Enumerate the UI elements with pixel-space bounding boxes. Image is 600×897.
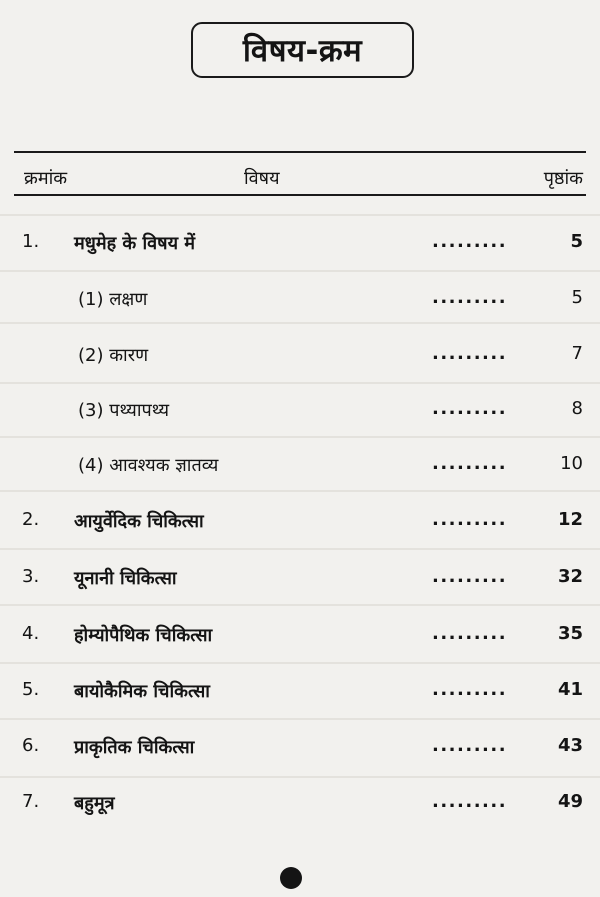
dot-leader: ......... [432,791,508,812]
dot-leader: ......... [432,509,508,530]
entry-title: बायोकैमिक चिकित्सा [74,681,210,702]
entry-page: 43 [557,735,583,756]
toc-entry[interactable] [0,287,600,317]
entry-page: 41 [557,679,583,700]
dot-leader: ......... [432,453,508,474]
dot-leader: ......... [432,231,508,252]
dot-leader: ......... [432,679,508,700]
entry-page: 5 [570,231,583,252]
dot-leader: ......... [432,343,508,364]
entry-number: 2. [22,509,40,530]
entry-title: यूनानी चिकित्सा [74,568,177,589]
entry-page: 8 [571,398,583,419]
dot-leader: ......... [432,623,508,644]
dot-leader: ......... [432,735,508,756]
entry-page: 12 [557,509,583,530]
entry-title: (3) पथ्यापथ्य [78,400,170,421]
toc-entry[interactable] [0,343,600,373]
dot-leader: ......... [432,398,508,419]
entry-number: 5. [22,679,40,700]
entry-number: 7. [22,791,40,812]
header-top-rule [14,151,586,153]
toc-entry[interactable] [0,566,600,596]
entry-title: बहुमूत्र [74,793,115,814]
header-subject: विषय [244,168,280,189]
header-serial: क्रमांक [24,168,68,189]
entry-title: होम्योपैथिक चिकित्सा [74,625,213,646]
bullet-ornament [280,867,302,889]
toc-entry[interactable] [0,509,600,539]
entry-number: 6. [22,735,40,756]
page-title: विषय-क्रम [191,22,414,78]
entry-number: 3. [22,566,40,587]
header-bottom-rule [14,194,586,196]
dot-leader: ......... [432,287,508,308]
entry-number: 1. [22,231,40,252]
toc-entry[interactable] [0,453,600,483]
entry-page: 10 [560,453,583,474]
entry-title: (1) लक्षण [78,289,148,310]
entry-title: मधुमेह के विषय में [74,233,196,254]
dot-leader: ......... [432,566,508,587]
entry-page: 32 [557,566,583,587]
toc-entry[interactable] [0,679,600,709]
header-page: पृष्ठांक [543,168,583,189]
toc-entry[interactable] [0,791,600,821]
entry-title: आयुर्वेदिक चिकित्सा [74,511,204,532]
entry-page: 5 [571,287,583,308]
entry-title: (2) कारण [78,345,149,366]
toc-entry[interactable] [0,398,600,428]
entry-number: 4. [22,623,40,644]
toc-entry[interactable] [0,231,600,261]
toc-entry[interactable] [0,623,600,653]
toc-entry[interactable] [0,735,600,765]
entry-page: 49 [557,791,583,812]
entry-title: (4) आवश्यक ज्ञातव्य [78,455,219,476]
entry-page: 7 [571,343,583,364]
entry-page: 35 [557,623,583,644]
entry-title: प्राकृतिक चिकित्सा [74,737,195,758]
